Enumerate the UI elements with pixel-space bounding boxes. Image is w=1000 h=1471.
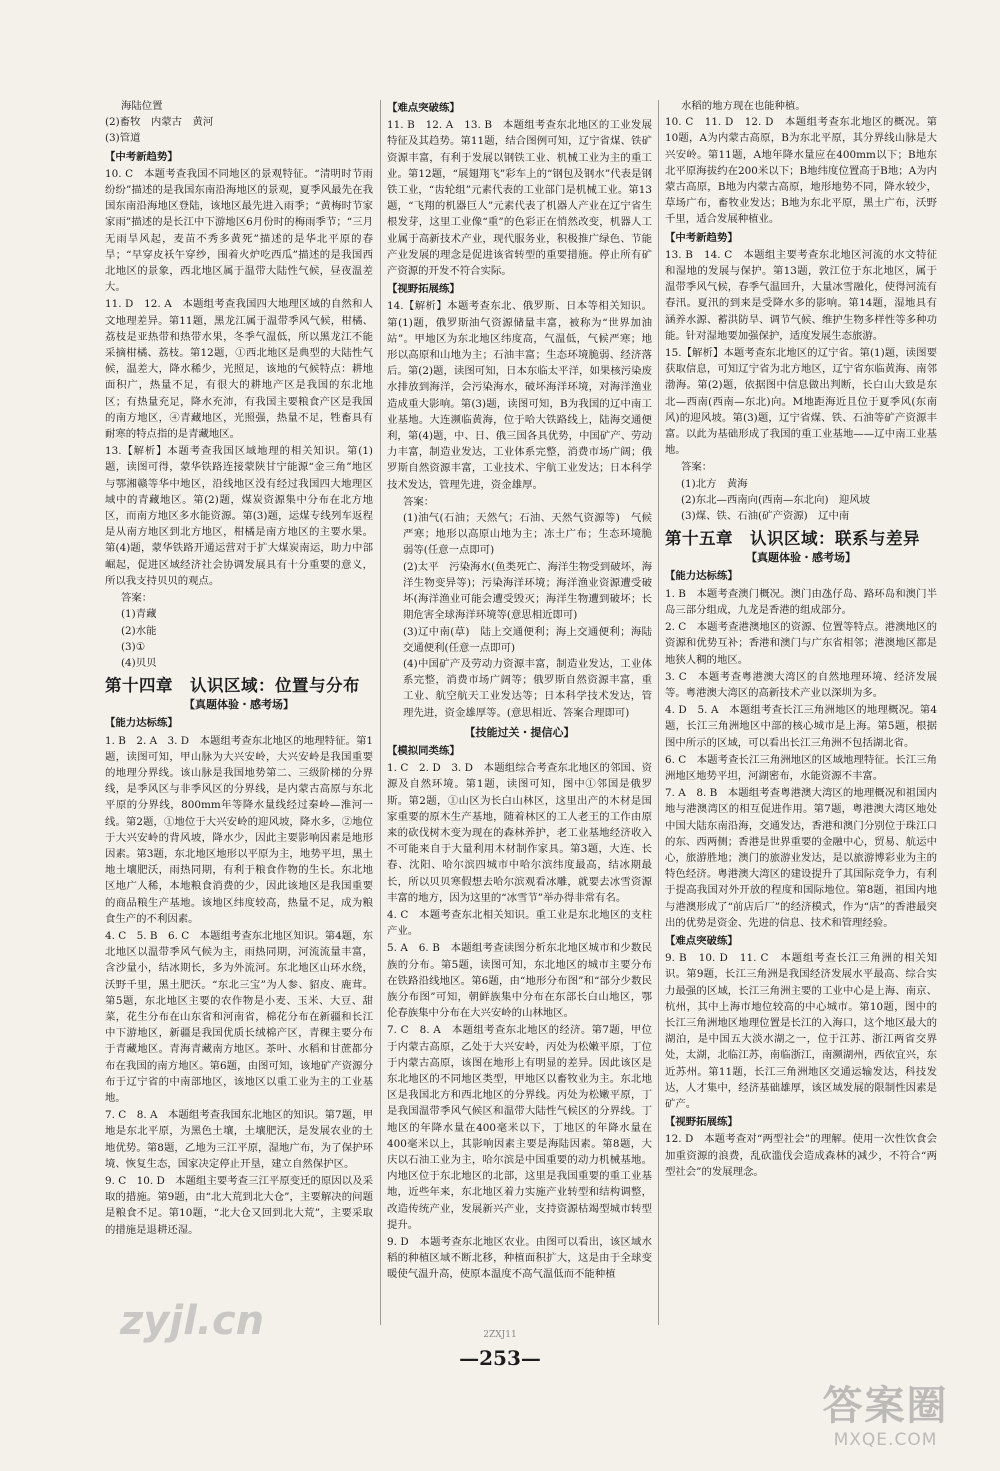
column-right [665,98,937,1181]
answer-line: (2)太平 污染海水(鱼类死亡、海洋生物受到破坏，海洋生物变异等)；污染海洋环境；海洋渔业资源遭受破坏(海洋渔业可能会遭受毁灭；海洋生物遭到破坏；长期危害全球海洋环境等(意思相近即可) [403,560,652,622]
answer-item: 4. C 5. B 6. C 本题组考查东北地区知识。第4题，东北地区以温带季风气候为主，雨热同期，河流流量丰富，含沙量小，结冰期长，多为外流河。东北地区山环水绕，沃野千里，黑土肥沃。“东北三宝”为人参、貂皮、鹿茸。第5题，东北地区主要的农作物是小麦、玉米、大豆、甜菜，花生分布在山东省和河南省，棉花分布在新疆和长江中下游地区，新疆是我国优质长绒棉产区，青稞主要分布于青藏地区。青海青藏南方地区。茶叶、水稻和甘蔗都分布在我国的南方地区。第6题，由图可知，该地矿产资源分布于辽宁省的中南部地区，该地区以重工业为主的工业基地。 [105,929,373,1104]
answer-item: 4. C 本题考查东北相关知识。重工业是东北地区的支柱产业。 [387,908,652,938]
answer-item: 10. C 本题考查我国不同地区的景观特征。“清明时节雨纷纷”描述的是我国东南沿海地区的景观，夏季风最先在我国东南沿海地区登陆，该地区最先进入雨季；“黄梅时节家家雨”描述的是长江中下游地区6月份时的梅雨季节；“三月无雨旱风起，麦苗不秀多黄死”描述的是华北平原的春旱；“早穿皮袄午穿纱，围着火炉吃西瓜”描述的是我国西北地区的景象，西北地区属于温带大陆性气候，昼夜温差大。 [105,167,373,294]
answer-item: 10. C 11. D 12. D 本题组考查东北地区的概况。第10题，A为内蒙古高原，B为东北平原，其分界线山脉是大兴安岭。第11题，A地年降水量应在400mm以下；B地东北平原海拔约在200米以下；B地纬度位置高于B地；A为内蒙古高原，B地为内蒙古高原，地形地势不同，降水较少，草场广布，畜牧业发达；B地为东北平原，黑土广布，沃野千里，适合发展种植业。 [665,116,937,226]
answer-item: 7. A 8. B 本题组考查粤港澳大湾区的地理概况和祖国内地与港澳湾区的相互促进作用。第7题，粤港澳大湾区地处中国大陆东南沿海，交通发达，香港和澳门分别位于珠江口的东、西两侧；香港是世界重要的金融中心，贸易、航运中心，旅游胜地；澳门的旅游业发达，是以旅游博彩业为主的特色经济。粤港澳大湾区的建设提升了其国际竞争力，有利于提高我国对外开放的程度和国际地位。第8题，祖国内地与港澳形成了“前店后厂”的经济模式，作为“店”的香港最突出的优势是资金、先进的信息、技术和管理经验。 [665,787,937,929]
section-tag: 【视野拓展练】 [387,283,460,296]
answer-item: 5. A 6. B 本题组考查读图分析东北地区城市和少数民族的分布。第5题，读图可知，东北地区的城市主要分布在铁路沿线地区。第6题，由“地形分布图”和“部分少数民族分布图”可知，朝鲜族集中分布在东部长白山地区，鄂伦春族集中分布在大兴安岭的山林地区。 [387,942,652,1020]
answer-item: 9. B 10. D 11. C 本题组考查长江三角洲的相关知识。第9题，长江三角洲是我国经济发展水平最高、综合实力最强的区域，长江三角洲主要的工业中心是上海、南京、杭州，其中上海市地位较高的中心城市。第10题，图中的长江三角洲地区地理位置是长江的入海口，这个地区最大的湖泊，是中国五大淡水湖之一，位于江苏、浙江两省交界处，太湖，北临江苏，南临浙江，南濒湖州，西依宜兴，东近苏州。第11题，长江三角洲地区交通运输发达，科技发达，人才集中，经济基础雄厚，该区域发展的限制性因素是矿产。 [665,952,937,1110]
answer-line: 水稻的地方现在也能种植。 [681,100,806,112]
answer-line: (4)贝贝 [121,656,157,669]
answer-item: 4. D 5. A 本题组考查长江三角洲地区的地理概况。第4题，长江三角洲地区中部的核心城市是上海。第5题，根据图中所示的区域，可以看出长江三角洲不包括湖北省。 [665,704,937,749]
answer-line: (1)油气(石油；天然气；石油、天然气资源等) 气候严寒；地形以高原山地为主；冻土广布；生态环境脆弱等(任意一点即可) [403,512,652,557]
answer-line: (1)青藏 [121,608,157,621]
answer-item: 1. C 2. D 3. D 本题组综合考查东北地区的邻国、资源及自然环境。第1题，读图可知，图中①邻国是俄罗斯。第2题，①山区为长白山林区，这里出产的木材是国家重要的原木生产基地，随着林区的工人老王的工作由原来的砍伐树木变为现在的森林养护，老工业基地经济收入不可能来自于大量利用木材制作家具。第3题，大连、长春、沈阳、哈尔滨四城市中哈尔滨纬度最高，结冰期最长，所以贝贝寒假想去哈尔滨观看冰雕，就要去冰雪资源丰富的地方，因为这里的“冰雪节”举办得非常有名。 [387,762,652,904]
section-tag: 【难点突破练】 [387,102,460,114]
answer-item: 9. C 10. D 本题组主要考查三江平原变迁的原因以及采取的措施。第9题，由“北大荒到北大仓”，主要解决的问题是粮食不足。第10题，“北大仓又回到北大荒”，主要采取的措施是退耕还湿。 [105,1175,373,1236]
watermark-logo-left: zyjl.cn [120,1298,265,1344]
answer-line: (4)中国矿产及劳动力资源丰富，制造业发达，工业体系完整，消费市场广阔等；俄罗斯自然资源丰富，重工业、航空航天工业发达等；日本科学技术发达，管理先进，资金雄厚等。(意思相近、答案合理即可) [403,657,652,719]
answer-item: 12. D 本题考查对“两型社会”的理解。使用一次性饮食会加重资源的浪费，乱砍滥伐会造成森林的减少，不符合“两型社会”的发展理念。 [665,1133,937,1178]
answer-item: 7. C 8. A 本题组考查我国东北地区的知识。第7题，甲地是东北平原，为黑色土壤，土壤肥沃，是发展农业的土地优势。第8题，乙地为三江平原，湿地广布，为了保护环境、恢复生态，国家决定停止开垦，建立自然保护区。 [105,1109,373,1170]
answer-item: 9. D 本题考查东北地区农业。由图可以看出，该区域水稻的种植区域不断北移，种植面积扩大，这是由于全球变暖使气温升高，使原本温度不高气温低而不能种植 [387,1236,652,1281]
answer-item: 1. B 本题考查澳门概况。澳门由氹仔岛、路环岛和澳门半岛三部分组成，九龙是香港的组成部分。 [665,587,937,616]
section-tag: 【能力达标练】 [665,570,738,583]
section-subhead: 【真题体验・感考场】 [184,698,294,712]
column-divider [380,100,381,1325]
section-subhead: 【技能过关・提信心】 [464,725,575,739]
answer-line: (3)管道 [105,132,141,145]
watermark-text: MXQE.COM [833,1430,938,1450]
answer-item: 1. B 2. A 3. D 本题组考查东北地区的地理特征。第1题，读图可知，甲山脉为大兴安岭，大兴安岭是我国重要的地理分界线。该山脉是我国地势第二、三级阶梯的分界线，是季风区与非季风区的分界线，是内蒙古高原与东北平原的分界线，800mm年等降水量线经过秦岭—淮河一线。第2题，①地位于大兴安岭的迎风坡，降水多，②地位于大兴安岭的背风坡，降水少，因此主要影响因素是地形因素。第3题，东北地区地形以平原为主，地势平坦，黑土地土壤肥沃，雨热同期，有利于粮食作物的生长。东北地区地广人稀，本地粮食消费的少，因此该地区是我国重要的商品粮生产基地。该地区纬度较高，热量不足，成为粮食生产的不利因素。 [105,734,373,925]
answer-line: (3)辽中南(草) 陆上交通便利；海上交通便利；海陆交通便利(任意一点即可) [403,625,652,654]
section-tag: 【视野拓展练】 [665,1116,738,1129]
answer-item: 11. D 12. A 本题组考查我国四大地理区域的自然和人文地理差异。第11题，黑龙江属于温带季风气候，柑橘、荔枝是亚热带和热带水果，冬季气温低，所以黑龙江不能采摘柑橘、荔枝。第12题，①西北地区是典型的大陆性气候，温差大，降水稀少，光照足，该地的气候特点：耕地面积广，热量不足，有很大的耕地产区是我国的东北地区；有热量充足，降水充沛，有我国主要粮食产区是我国的南方地区，④青藏地区，光照强，热量不足，牲畜具有耐寒的特点指的是青藏地区。 [105,298,373,441]
column-divider [658,100,659,1325]
answer-item: 6. C 本题考查长江三角洲地区的区域地理特征。长江三角洲地区地势平坦，河湖密布，水能资源不丰富。 [665,753,937,782]
answer-line: (3)① [121,640,146,653]
print-code: 2ZXJ11 [483,1330,517,1340]
answer-label: 答案： [121,592,153,605]
chapter-title: 第十五章 认识区域：联系与差异 [665,529,920,549]
section-tag: 【中考新趋势】 [665,231,738,244]
answer-item: 13.【解析】本题考查我国区域地理的相关知识。第(1)题，读图可得，蒙华铁路连接蒙陕甘宁能源“金三角”地区与鄂湘赣等华中地区，沿线地区没有经过我国四大地理区域中的青藏地区。第(2)题，煤炭资源集中分布在北方地区，而南方地区多水能资源。第(3)题，运煤专线列车返程是从南方地区到北方地区，柑橘是南方地区的主要水果。第(4)题，蒙华铁路开通运营对于扩大煤炭南运，助力中部崛起，促进区域经济社会协调发展具有十分重要的意义，所以我支持贝贝的观点。 [105,445,373,587]
section-tag: 【难点突破练】 [665,934,738,947]
section-tag: 【中考新趋势】 [105,150,178,163]
answer-line: (1)北方 黄海 [681,477,748,490]
answer-line: 海陆位置 [121,100,163,112]
answer-item: 7. C 8. A 本题组考查东北地区的经济。第7题，甲位于内蒙古高原，乙处于大兴安岭，丙处为松嫩平原，丁位于内蒙古高原，该图在地形上有明显的差异。因此该区是东北地区的不同地区类型，甲地区以畜牧业为主。东北地区是我国北方和西北地区的分界线。丙处为松嫩平原，丁是我国温带季风气候区和温带大陆性气候区的分界线。丁地区的年降水量在400毫米以下，丁地区的年降水量在400毫米以上，其影响因素主要是海陆因素。第8题，大庆以石油工业为主，哈尔滨是中国重要的动力机械基地。内地区位于东北地区的北部，这里是我国重要的重工业基地，近些年来，东北地区着力实施产业转型和结构调整，改造传统产业，发展新兴产业，支持资源枯竭型城市转型提升。 [387,1024,652,1231]
answer-item: 14.【解析】本题考查东北、俄罗斯、日本等相关知识。第(1)题，俄罗斯油气资源储量丰富，被称为“世界加油站”。甲地区为东北地区纬度高，气温低，气候严寒；地形以高原和山地为主；石油丰富；生态环境脆弱、经济落后。第(2)题，读图可知，日本东临太平洋，如果核污染废水排放到海洋，会污染海水，破坏海洋环境，对海洋渔业造成重大影响。第(3)题，读图可知，B为我国的辽中南工业基地。大连濒临黄海，位于哈大铁路线上，陆海交通便利，第(4)题，中、日、俄三国各具优势，中国矿产、劳动力丰富，制造业发达，工业体系完整，消费市场广阔；俄罗斯自然资源丰富，工业技术、宇航工业发达；日本科学技术发达，管理先进，资金雄厚。 [387,300,652,491]
column-middle [387,98,652,1284]
answer-item: 13. B 14. C 本题组主要考查东北地区河流的水文特征和湿地的发展与保护。第13题，敦江位于东北地区，属于温带季风气候，春季气温回升，大量冰雪融化，使得河流有春汛。夏汛的到来是受降水多的影响。第14题，湿地具有涵养水源、蓄洪防旱、调节气候、维护生物多样性等多种功能。针对湿地要加强保护，适度发展生态旅游。 [665,248,937,342]
answer-item: 11. B 12. A 13. B 本题组考查东北地区的工业发展特征及其趋势。第11题，结合图例可知，辽宁省煤、铁矿资源丰富，有利于发展以钢铁工业、机械工业为主的重工业。第12题，“展翅翔飞”彩车上的“钢包及钢水”代表是钢铁工业，“齿轮组”元素代表的工业部门是机械工业。第13题，“飞翔的机器巨人”元素代表了机器人产业在辽宁省生根发芽，这里工业像“重”的色彩正在悄然改变，机器人工业属于高新技术产业，现代服务业，积极推广绿色、节能产业发展的理念是促进该省转型的重要措施。停止所有矿产资源的开发不符合实际。 [387,119,652,278]
answer-item: 3. C 本题考查粤港澳大湾区的自然地理环境、经济发展等。粤港澳大湾区的高新技术产业以深圳为多。 [665,670,937,699]
answer-line: (3)煤、铁、石油(矿产资源) 辽中南 [681,510,850,523]
column-left [105,98,373,1239]
answer-item: 15.【解析】本题考查东北地区的辽宁省。第(1)题，读图要获取信息，可知辽宁省为北方地区，辽宁省东临黄海、南邻渤海。第(2)题，依据图中信息做出判断，长白山大致是东北—西南(西南—东北)向。M地距海近且位于夏季风(东南风)的迎风坡。第(3)题，辽宁省煤、铁、石油等矿产资源丰富。以此为基础形成了我国的重工业基地——辽中南工业基地。 [665,347,937,457]
answer-line: (2)水能 [121,624,157,637]
page-number: —253— [459,1346,541,1370]
answer-item: 2. C 本题考查港澳地区的资源、位置等特点。港澳地区的资源和优势互补；香港和澳门与广东省相邻；港澳地区都是地狭人稠的地区。 [665,621,937,666]
section-tag: 【模拟同类练】 [387,744,460,757]
chapter-title: 第十四章 认识区域：位置与分布 [105,676,360,696]
answer-line: (2)东北—西南向(西南—东北向) 迎风坡 [681,493,871,506]
watermark-logo-right [798,1382,973,1460]
section-tag: 【能力达标练】 [105,717,178,730]
answer-line: (2)畜牧 内蒙古 黄河 [105,116,214,129]
answer-label: 答案： [403,495,435,508]
answer-label: 答案： [681,461,713,474]
section-subhead: 【真题体验・感考场】 [746,551,856,565]
watermark-text: 答案圈 [822,1383,949,1429]
